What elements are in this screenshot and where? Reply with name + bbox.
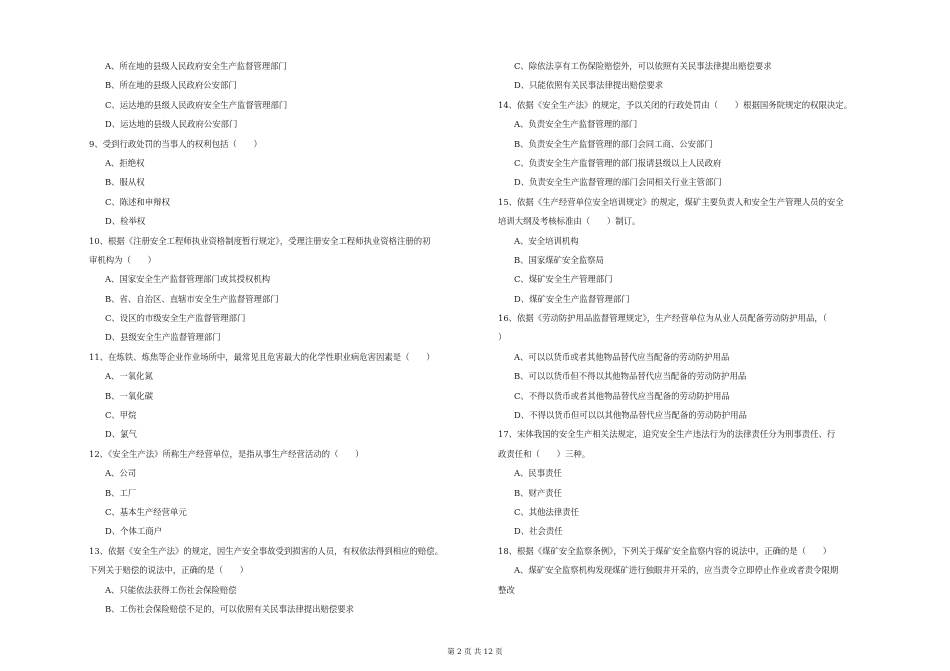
answer-option: A、国家安全生产监督管理部门或其授权机构 [105, 274, 271, 285]
answer-option: B、服从权 [105, 177, 145, 188]
answer-option: B、省、自治区、直辖市安全生产监督管理部门 [105, 293, 279, 304]
question-text: 9、受到行政处罚的当事人的权利包括（ ） [89, 138, 262, 149]
answer-option: C、基本生产经营单元 [105, 506, 187, 517]
answer-option: A、负责安全生产监督管理的部门 [514, 119, 638, 130]
answer-option: D、县级安全生产监督管理部门 [105, 332, 221, 343]
question-continuation: 整改 [498, 584, 515, 595]
question-continuation: 下列关于赔偿的说法中，正确的是（ ） [89, 565, 249, 576]
answer-option: A、民事责任 [514, 468, 562, 479]
answer-option: C、除依法享有工伤保险赔偿外，可以依照有关民事法律提出赔偿要求 [514, 61, 772, 71]
answer-option: B、财产责任 [514, 487, 563, 498]
answer-option: B、可以以货币但不得以其他物品替代应当配备的劳动防护用品 [514, 371, 747, 382]
answer-option: D、运达地的县级人民政府公安部门 [105, 119, 238, 130]
answer-option: C、不得以货币或者其他物品替代应当配备的劳动防护用品 [514, 390, 730, 401]
answer-option: D、只能依照有关民事法律提出赔偿要求 [514, 80, 664, 91]
left-column [89, 57, 489, 619]
answer-option: C、设区的市级安全生产监督管理部门 [105, 313, 246, 324]
answer-option: D、个体工商户 [105, 526, 162, 537]
question-continuation: ） [498, 332, 507, 343]
answer-option: B、所在地的县级人民政府公安部门 [105, 80, 237, 91]
answer-option: A、安全培训机构 [514, 235, 579, 246]
answer-option: C、陈述和申辩权 [105, 196, 171, 207]
question-continuation: 政责任和（ ）三种。 [498, 448, 591, 459]
answer-option: D、不得以货币但可以以其他物品替代应当配备的劳动防护用品 [514, 410, 747, 421]
answer-option: D、负责安全生产监督管理的部门会同相关行业主管部门 [514, 177, 722, 188]
answer-option: A、可以以货币或者其他物品替代应当配备的劳动防护用品 [514, 351, 730, 362]
question-text: 17、宋体我国的安全生产相关法规定，追究安全生产违法行为的法律责任分为刑事责任、行 [498, 429, 836, 440]
question-text: 18、根据《煤矿安全监察条例》，下列关于煤矿安全监察内容的说法中，正确的是（ ） [498, 545, 832, 556]
question-text: 14、依据《安全生产法》的规定，予以关闭的行政处罚由（ ）根据国务院规定的权限决定。 [498, 99, 853, 110]
question-continuation: 审机构为（ ） [89, 254, 156, 265]
question-text: 12、《安全生产法》所称生产经营单位，是指从事生产经营活动的（ ） [89, 448, 364, 459]
page-footer: 第 2 页 共 12 页 [447, 647, 503, 656]
answer-option: D、煤矿安全生产监督管理部门 [514, 293, 630, 304]
question-text: 16、依据《劳动防护用品监督管理规定》，生产经营单位为从业人员配备劳动防护用品，（ [498, 313, 827, 324]
answer-option: D、社会责任 [514, 526, 563, 537]
question-text: 13、依据《安全生产法》的规定，因生产安全事故受到损害的人员，有权依法得到相应的赔偿。 [89, 545, 444, 556]
answer-option: C、煤矿安全生产管理部门 [514, 274, 613, 285]
answer-option: A、拒绝权 [105, 157, 145, 168]
answer-option: C、负责安全生产监督管理的部门报请县级以上人民政府 [514, 157, 722, 168]
answer-option: C、其他法律责任 [514, 506, 580, 517]
answer-option: B、国家煤矿安全监察局 [514, 254, 604, 265]
answer-option: B、工厂 [105, 487, 137, 498]
answer-option: B、工伤社会保险赔偿不足的，可以依照有关民事法律提出赔偿要求 [105, 603, 355, 614]
answer-option: C、运达地的县级人民政府安全生产监督管理部门 [105, 99, 288, 110]
question-text: 15、依据《生产经营单位安全培训规定》的规定，煤矿主要负责人和安全生产管理人员的安全 [498, 196, 844, 207]
answer-option: A、所在地的县级人民政府安全生产监督管理部门 [105, 61, 287, 71]
question-continuation: 培训大纲及考核标准由（ ）制订。 [498, 216, 641, 227]
answer-option: B、负责安全生产监督管理的部门会同工商、公安部门 [514, 138, 713, 149]
answer-option: D、检举权 [105, 216, 146, 227]
right-column [498, 57, 928, 600]
answer-option: C、甲烷 [105, 410, 137, 421]
answer-option: A、只能依法获得工伤社会保险赔偿 [105, 584, 237, 595]
answer-option: B、一氧化碳 [105, 390, 154, 401]
answer-option: D、氯气 [105, 429, 137, 440]
answer-option: A、一氧化氮 [105, 371, 153, 382]
answer-option: A、煤矿安全监察机构发现煤矿进行独眼井开采的，应当责令立即停止作业或者责令限期 [514, 565, 839, 576]
question-text: 10、根据《注册安全工程师执业资格制度暂行规定》，受理注册安全工程师执业资格注册的初 [89, 235, 431, 246]
question-text: 11、在炼铁、炼焦等企业作业场所中，最常见且危害最大的化学性职业病危害因素是（ ） [89, 351, 435, 362]
answer-option: A、公司 [105, 468, 137, 479]
